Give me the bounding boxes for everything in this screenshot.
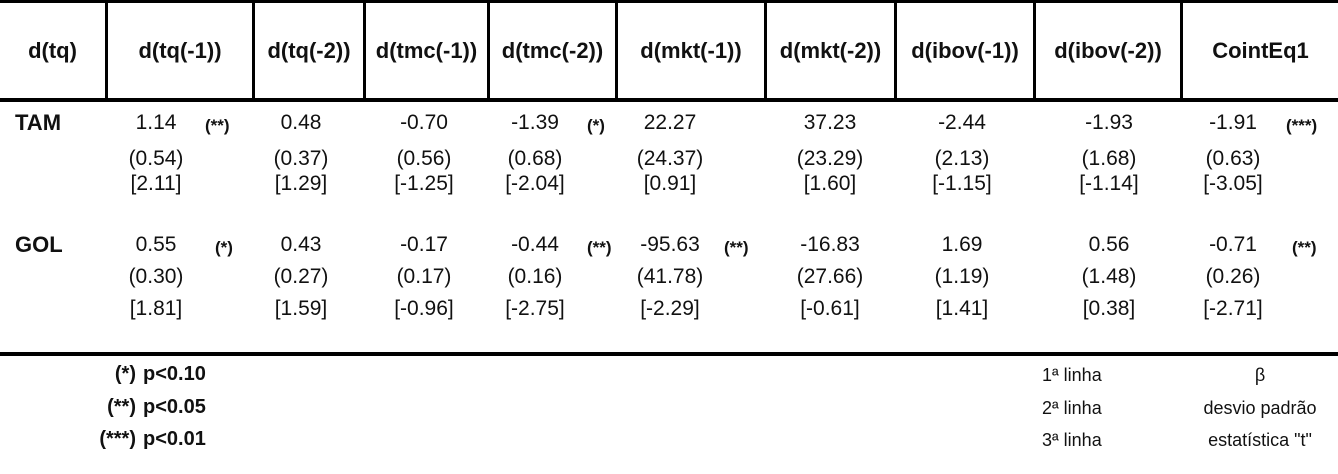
- cell-se: (0.17): [396, 265, 452, 288]
- note-line-meaning: desvio padrão: [1203, 398, 1317, 418]
- cell-t: [1.41]: [935, 297, 989, 320]
- cell-t: [-0.61]: [800, 297, 860, 320]
- significance-marker: (*): [587, 116, 605, 135]
- significance-marker: (**): [1292, 238, 1317, 257]
- cell-t: [-2.04]: [505, 172, 565, 195]
- cell-coef: -1.91: [1209, 111, 1257, 134]
- cell-t: [-1.14]: [1079, 172, 1139, 195]
- cell-t: [-1.25]: [394, 172, 454, 195]
- cell-t: [-0.96]: [394, 297, 454, 320]
- legend-symbol: (***): [99, 428, 136, 450]
- note-line-label: 3ª linha: [1042, 430, 1102, 450]
- cell-se: (41.78): [636, 265, 704, 288]
- cell-se: (1.68): [1081, 147, 1137, 170]
- cell-coef: 0.48: [280, 111, 322, 134]
- cell-se: (24.37): [636, 147, 704, 170]
- header-col-tq-1: d(tq(-1)): [138, 37, 222, 63]
- note-line-label: 2ª linha: [1042, 398, 1102, 418]
- header-bottom-rule: [0, 98, 1338, 102]
- cell-t: [-1.15]: [932, 172, 992, 195]
- cell-coef: -0.71: [1209, 233, 1257, 256]
- header-col-ibov-1: d(ibov(-1)): [911, 37, 1019, 63]
- cell-t: [-2.71]: [1203, 297, 1263, 320]
- cell-se: (27.66): [796, 265, 864, 288]
- table-bottom-rule: [0, 352, 1338, 356]
- header-col-tmc-2: d(tmc(-2)): [501, 37, 604, 63]
- cell-se: (0.37): [273, 147, 329, 170]
- cell-se: (0.56): [396, 147, 452, 170]
- header-col-tq-2: d(tq(-2)): [267, 37, 351, 63]
- cell-t: [2.11]: [130, 172, 182, 195]
- cell-coef: -2.44: [938, 111, 986, 134]
- cell-t: [-3.05]: [1203, 172, 1263, 195]
- cell-se: (0.63): [1205, 147, 1261, 170]
- legend-text: p<0.05: [143, 396, 206, 418]
- cell-coef: -1.39: [511, 111, 559, 134]
- cell-se: (0.16): [507, 265, 563, 288]
- cell-coef: -16.83: [800, 233, 860, 256]
- cell-se: (0.54): [128, 147, 184, 170]
- note-line-meaning: estatística "t": [1208, 430, 1312, 450]
- legend-symbol: (*): [114, 363, 136, 385]
- cell-t: [0.91]: [643, 172, 697, 195]
- note-line-label: 1ª linha: [1042, 365, 1102, 385]
- cell-se: (23.29): [796, 147, 864, 170]
- cell-coef: 1.14: [135, 111, 177, 134]
- cell-se: (0.27): [273, 265, 329, 288]
- cell-t: [1.81]: [129, 297, 183, 320]
- cell-coef: 22.27: [643, 111, 697, 134]
- cell-coef: 0.43: [280, 233, 322, 256]
- significance-marker: (***): [1286, 116, 1318, 135]
- cell-coef: 0.55: [135, 233, 177, 256]
- cell-se: (0.30): [128, 265, 184, 288]
- cell-se: (0.26): [1205, 265, 1261, 288]
- cell-se: (0.68): [507, 147, 563, 170]
- significance-marker: (**): [724, 238, 749, 257]
- cell-se: (2.13): [934, 147, 990, 170]
- cell-coef: -0.44: [511, 233, 559, 256]
- cell-t: [1.29]: [274, 172, 328, 195]
- significance-marker: (**): [205, 116, 230, 135]
- cell-coef: 37.23: [803, 111, 857, 134]
- significance-marker: (*): [215, 238, 233, 257]
- cell-t: [1.59]: [274, 297, 328, 320]
- note-line-meaning: β: [1254, 365, 1266, 385]
- cell-coef: 1.69: [941, 233, 983, 256]
- cell-coef: -0.17: [400, 233, 448, 256]
- row-label-gol: GOL: [15, 232, 63, 257]
- header-col-cointeq1: CointEq1: [1212, 37, 1309, 63]
- row-label-tam: TAM: [15, 110, 62, 135]
- cell-coef: 0.56: [1088, 233, 1130, 256]
- cell-se: (1.48): [1081, 265, 1137, 288]
- cell-t: [-2.75]: [505, 297, 565, 320]
- cell-t: [1.60]: [803, 172, 857, 195]
- header-col-ibov-2: d(ibov(-2)): [1054, 37, 1162, 63]
- legend-symbol: (**): [107, 396, 136, 418]
- significance-marker: (**): [587, 238, 612, 257]
- cell-t: [-2.29]: [640, 297, 700, 320]
- header-col-mkt-1: d(mkt(-1)): [640, 37, 742, 63]
- legend-text: p<0.01: [143, 428, 206, 450]
- header-dependent-variable: d(tq): [28, 37, 77, 63]
- legend-text: p<0.10: [143, 363, 206, 385]
- header-col-tmc-1: d(tmc(-1)): [375, 37, 478, 63]
- cell-t: [0.38]: [1082, 297, 1136, 320]
- cell-coef: -0.70: [400, 111, 448, 134]
- cell-coef: -1.93: [1085, 111, 1133, 134]
- cell-coef: -95.63: [640, 233, 700, 256]
- cell-se: (1.19): [934, 265, 990, 288]
- header-col-mkt-2: d(mkt(-2)): [779, 37, 882, 63]
